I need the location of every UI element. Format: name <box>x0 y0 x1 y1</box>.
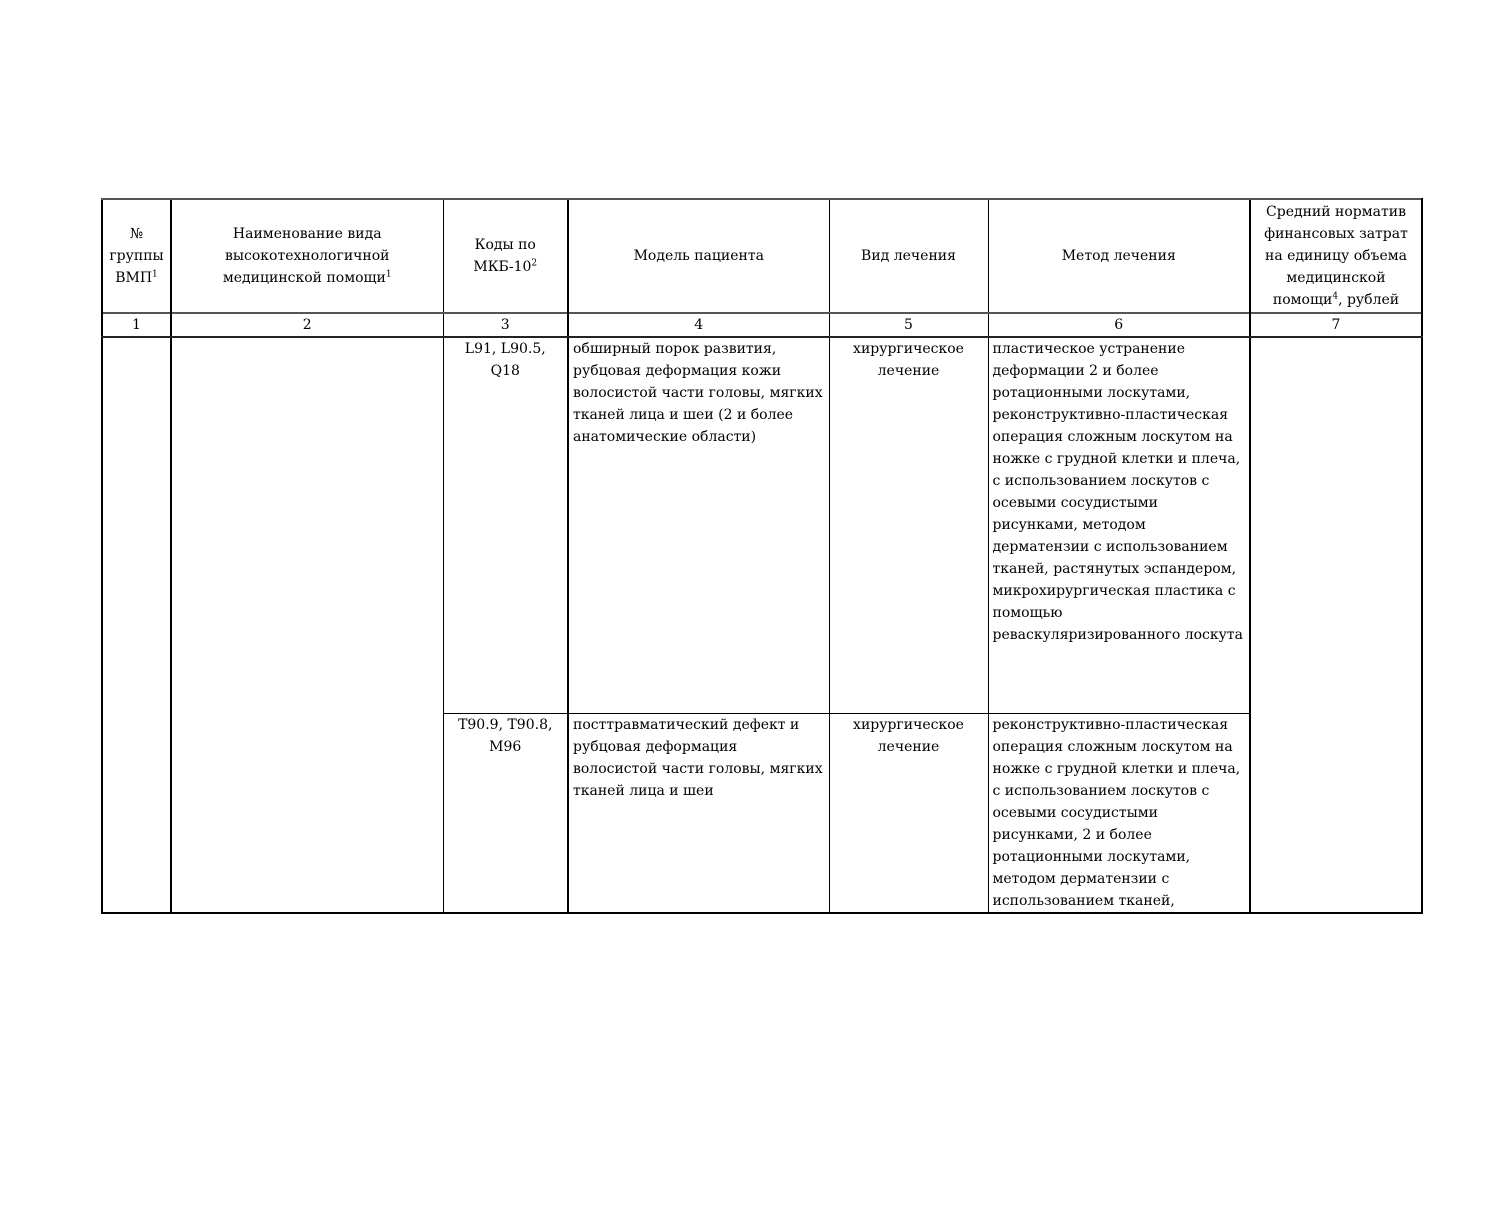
group-no-cell <box>102 337 171 913</box>
vmp-table <box>101 198 1423 914</box>
column-number: 4 <box>568 313 829 337</box>
icd-codes-cell: T90.9, T90.8, M96 <box>443 714 568 914</box>
patient-model-cell: посттравматический дефект и рубцовая деформация волосистой части головы, мягких тканей лица и шеи <box>568 714 829 914</box>
column-number: 5 <box>829 313 988 337</box>
column-number: 3 <box>443 313 568 337</box>
header-patient-model <box>568 199 829 313</box>
header-text: № группы ВМП <box>109 226 164 286</box>
header-vmp-name <box>171 199 443 313</box>
column-number: 7 <box>1250 313 1422 337</box>
column-number: 2 <box>171 313 443 337</box>
header-text: Модель пациента <box>633 248 764 264</box>
patient-model-cell: обширный порок развития, рубцовая деформация кожи волосистой части головы, мягких тканей лица и шеи (2 и более анатомические области) <box>568 337 829 714</box>
footnote-ref: 1 <box>385 269 392 280</box>
vmp-name-cell <box>171 337 443 913</box>
column-number: 1 <box>102 313 171 337</box>
header-text: Метод лечения <box>1061 248 1176 264</box>
table-row <box>102 337 1422 714</box>
column-number: 6 <box>988 313 1250 337</box>
header-row <box>102 199 1422 313</box>
treatment-type-cell: хирургическое лечение <box>829 337 988 714</box>
column-number-row <box>102 313 1422 337</box>
header-icd-codes <box>443 199 568 313</box>
treatment-method-cell: пластическое устранение деформации 2 и более ротационными лоскутами, реконструктивно-пластическая операция сложным лоскутом на ножке с грудной клетки и плеча, с использованием лоскутов с осевыми сосудистыми рисунками, методом дерматензии с использованием тканей, растянутых эспандером, микрохирургическая пластика с помощью реваскуляризированного лоскута <box>988 337 1250 714</box>
header-text: Коды по МКБ-10 <box>473 237 536 275</box>
footnote-ref: 2 <box>531 258 538 269</box>
header-treatment-method <box>988 199 1250 313</box>
header-group-no <box>102 199 171 313</box>
icd-codes-cell: L91, L90.5, Q18 <box>443 337 568 714</box>
header-treatment-type <box>829 199 988 313</box>
cost-cell <box>1250 337 1422 913</box>
vmp-table-page <box>101 198 1423 914</box>
header-text: Средний норматив финансовых затрат на единицу объема медицинской помощи <box>1264 204 1408 308</box>
treatment-method-cell: реконструктивно-пластическая операция сложным лоскутом на ножке с грудной клетки и плеча, с использованием лоскутов с осевыми сосудистыми рисунками, 2 и более ротационными лоскутами, методом дерматензии с использованием тканей, <box>988 714 1250 914</box>
treatment-type-cell: хирургическое лечение <box>829 714 988 914</box>
header-text: Вид лечения <box>861 248 956 264</box>
footnote-ref: 4 <box>1332 291 1339 302</box>
footnote-ref: 1 <box>152 269 158 280</box>
header-cost-standard <box>1250 199 1422 313</box>
header-text: Наименование вида высокотехнологичной медицинской помощи <box>222 226 390 286</box>
header-text-suffix: , рублей <box>1338 292 1400 308</box>
